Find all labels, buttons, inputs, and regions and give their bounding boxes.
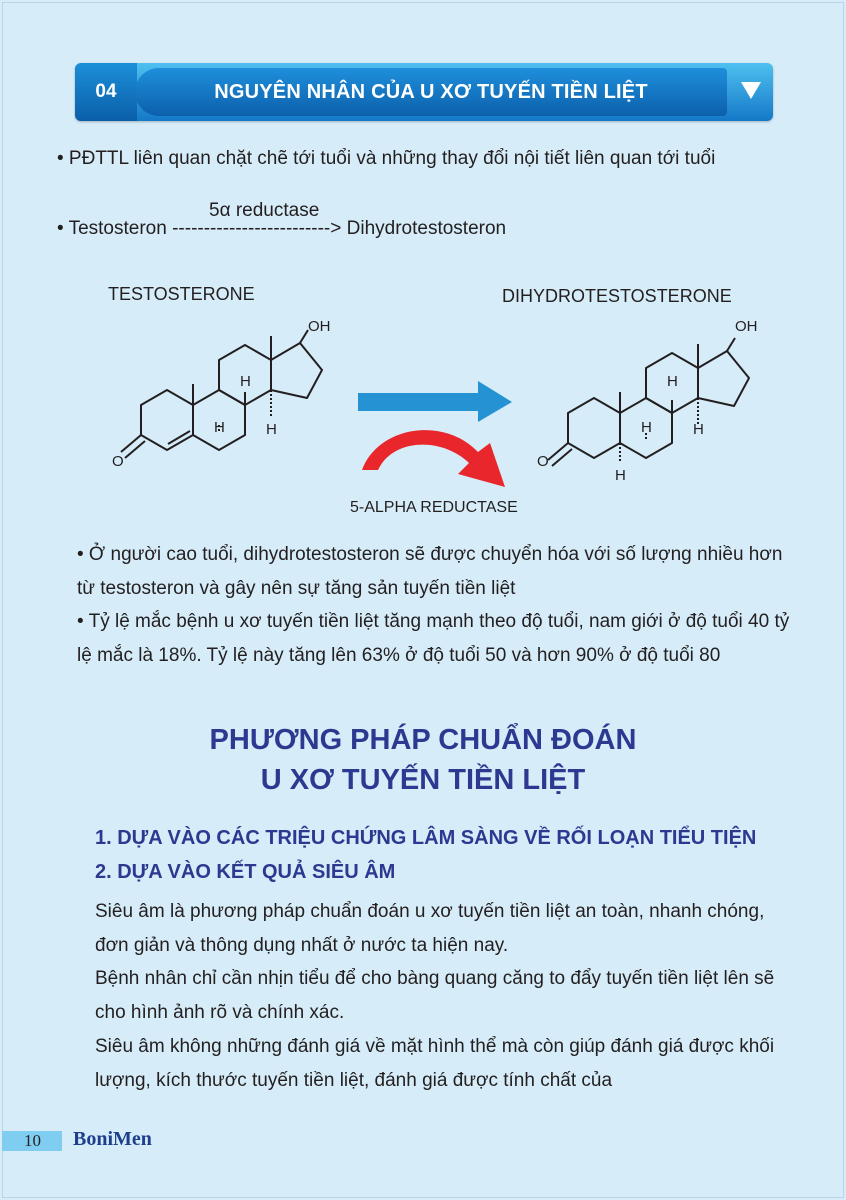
curved-arrow-icon xyxy=(362,430,505,487)
body-paragraph: Siêu âm là phương pháp chuẩn đoán u xơ tuyến tiền liệt an toàn, nhanh chóng, đơn giản và thông dụng nhất ở nước ta hiện nay. xyxy=(95,901,765,956)
body-paragraph: Bệnh nhân chỉ cần nhịn tiểu để cho bàng quang căng to đẩy tuyến tiền liệt lên sẽ cho hình ảnh rõ và chính xác. xyxy=(95,968,775,1024)
section-title: NGUYÊN NHÂN CỦA U XƠ TUYẾN TIỀN LIỆT xyxy=(135,68,727,116)
oxygen-label: O xyxy=(537,453,549,470)
heading-line: U XƠ TUYẾN TIỀN LIỆT xyxy=(260,764,586,796)
diagnosis-item-1: 1. DỰA VÀO CÁC TRIỆU CHỨNG LÂM SÀNG VỀ RỐI LOẠN TIỂU TIỆN xyxy=(95,827,757,849)
dihydrotestosterone-structure xyxy=(548,338,749,466)
diagnosis-item-2: 2. DỰA VÀO KẾT QUẢ SIÊU ÂM xyxy=(95,861,396,883)
h-label: H xyxy=(240,373,251,390)
h-label: H xyxy=(641,419,652,436)
oxygen-label: O xyxy=(112,453,124,470)
h-label: H xyxy=(266,421,277,438)
section-header xyxy=(75,63,773,121)
testosterone-structure xyxy=(121,330,322,458)
steroid-conversion-diagram xyxy=(0,300,846,500)
elderly-paragraph xyxy=(77,538,792,672)
section-number: 04 xyxy=(75,63,137,121)
page-number: 10 xyxy=(24,1131,41,1150)
conversion-arrow-icon xyxy=(358,381,512,422)
h-label: H xyxy=(214,419,225,436)
brand-logo: BoniMen xyxy=(73,1128,152,1150)
body-paragraph: Siêu âm không những đánh giá về mặt hình thể mà còn giúp đánh giá được khối lượng, kích thước tuyến tiền liệt, đánh giá được tính chất của xyxy=(95,1035,775,1091)
h-label: H xyxy=(615,467,626,484)
ultrasound-body xyxy=(95,895,795,1097)
enzyme-caption: 5-ALPHA REDUCTASE xyxy=(350,499,518,516)
paragraph-text: • Tỷ lệ mắc bệnh u xơ tuyến tiền liệt tăng mạnh theo độ tuổi, nam giới ở độ tuổi 40 tỷ lệ mắc là 18%. Tỷ lệ này tăng lên 63% ở độ tuổi 50 và hơn 90% ở độ tuổi 80 xyxy=(77,611,790,666)
testosterone-label: TESTOSTERONE xyxy=(108,284,255,304)
h-label: H xyxy=(693,421,704,438)
reaction-line: • Testosteron -------------------------> Dihydrotestosteron xyxy=(57,218,507,239)
dihydrotestosterone-label: DIHYDROTESTOSTERONE xyxy=(502,286,732,306)
oh-label: OH xyxy=(735,318,758,335)
diagnosis-heading xyxy=(0,720,846,800)
heading-line: PHƯƠNG PHÁP CHUẨN ĐOÁN xyxy=(209,724,637,756)
intro-bullet-age: • PĐTTL liên quan chặt chẽ tới tuổi và những thay đổi nội tiết liên quan tới tuổi xyxy=(57,148,716,169)
oh-label: OH xyxy=(308,318,331,335)
paragraph-text: • Ở người cao tuổi, dihydrotestosteron sẽ được chuyển hóa với số lượng nhiều hơn từ testosteron và gây nên sự tăng sản tuyến tiền liệt xyxy=(77,544,783,599)
reaction-equation xyxy=(57,200,657,245)
chevron-down-icon[interactable] xyxy=(741,82,761,99)
enzyme-label: 5α reductase xyxy=(209,200,320,221)
h-label: H xyxy=(667,373,678,390)
